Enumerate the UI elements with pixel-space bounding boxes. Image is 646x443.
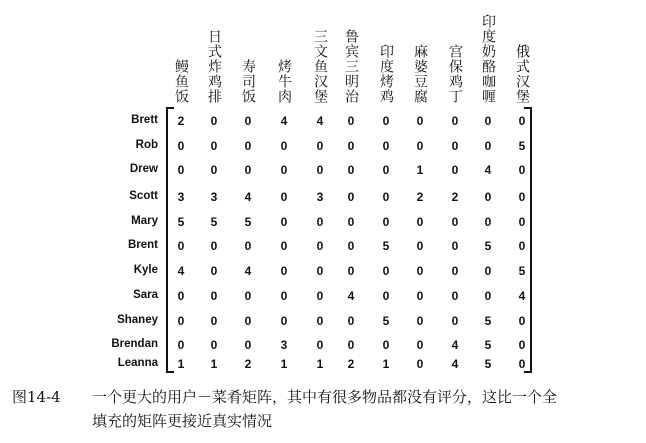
matrix-cell: 2 <box>244 357 252 371</box>
matrix-cell: 0 <box>382 338 390 352</box>
matrix-cell: 0 <box>416 314 424 328</box>
matrix-cell: 5 <box>210 215 218 229</box>
column-header <box>403 8 437 104</box>
column-header <box>267 8 301 104</box>
figure-caption <box>12 385 640 433</box>
matrix-cell: 0 <box>518 114 526 128</box>
matrix-cell: 0 <box>280 215 288 229</box>
matrix-cell: 0 <box>177 239 185 253</box>
matrix-cell: 0 <box>210 314 218 328</box>
column-header <box>438 8 472 104</box>
matrix-cell: 0 <box>416 289 424 303</box>
matrix-cell: 0 <box>518 239 526 253</box>
matrix-cell: 3 <box>210 190 218 204</box>
row-label: Rob <box>135 139 158 151</box>
matrix-cell: 4 <box>484 163 492 177</box>
column-header-label: 印度烤鸡 <box>378 44 394 104</box>
matrix-cell: 1 <box>316 357 324 371</box>
matrix-cell: 0 <box>347 139 355 153</box>
matrix-cell: 2 <box>451 190 459 204</box>
matrix-cell: 4 <box>316 114 324 128</box>
matrix-cell: 0 <box>244 314 252 328</box>
matrix-cell: 0 <box>416 357 424 371</box>
column-header-label: 日式炸鸡排 <box>206 29 222 104</box>
matrix-cell: 1 <box>280 357 288 371</box>
matrix-cell: 4 <box>451 357 459 371</box>
matrix-cell: 0 <box>416 264 424 278</box>
matrix-cell: 0 <box>316 163 324 177</box>
column-header-label: 鳗鱼饭 <box>173 59 189 104</box>
matrix-cell: 0 <box>347 338 355 352</box>
column-header-label: 印度奶酪咖喱 <box>480 14 496 104</box>
matrix-cell: 4 <box>177 264 185 278</box>
matrix-cell: 0 <box>451 114 459 128</box>
matrix-cell: 0 <box>484 289 492 303</box>
matrix-cell: 0 <box>347 190 355 204</box>
matrix-cell: 5 <box>484 314 492 328</box>
matrix-cell: 0 <box>244 338 252 352</box>
matrix-cell: 2 <box>416 190 424 204</box>
matrix-cell: 4 <box>280 114 288 128</box>
matrix-cell: 0 <box>316 314 324 328</box>
matrix-cell: 0 <box>416 239 424 253</box>
column-header <box>369 8 403 104</box>
column-header <box>231 8 265 104</box>
matrix-cell: 0 <box>484 114 492 128</box>
row-label: Kyle <box>133 264 158 276</box>
matrix-cell: 4 <box>518 289 526 303</box>
matrix-cell: 5 <box>244 215 252 229</box>
matrix-cell: 0 <box>244 289 252 303</box>
matrix-cell: 0 <box>280 139 288 153</box>
matrix-cell: 0 <box>316 239 324 253</box>
matrix-cell: 5 <box>382 314 390 328</box>
matrix-cell: 0 <box>177 163 185 177</box>
column-header <box>334 8 368 104</box>
column-header-label: 麻婆豆腐 <box>412 44 428 104</box>
matrix-cell: 0 <box>451 215 459 229</box>
figure-number: 图14-4 <box>12 388 61 406</box>
row-label: Shaney <box>117 314 158 326</box>
matrix-cell: 0 <box>451 264 459 278</box>
matrix-cell: 4 <box>451 338 459 352</box>
matrix-cell: 0 <box>416 114 424 128</box>
matrix-cell: 0 <box>210 163 218 177</box>
matrix-cell: 0 <box>347 215 355 229</box>
matrix-cell: 0 <box>244 114 252 128</box>
matrix-cell: 4 <box>244 190 252 204</box>
matrix-cell: 0 <box>347 163 355 177</box>
matrix-cell: 5 <box>484 357 492 371</box>
caption-line-2: 填充的矩阵更接近真实情况 <box>92 412 273 430</box>
matrix-cell: 1 <box>210 357 218 371</box>
matrix-cell: 5 <box>177 215 185 229</box>
row-label: Brent <box>127 239 158 251</box>
matrix-cell: 0 <box>244 139 252 153</box>
matrix-cell: 4 <box>347 289 355 303</box>
column-header-label: 三文鱼汉堡 <box>312 29 328 104</box>
matrix-cell: 0 <box>382 215 390 229</box>
matrix-cell: 0 <box>347 314 355 328</box>
matrix-cell: 0 <box>210 114 218 128</box>
matrix-cell: 0 <box>210 239 218 253</box>
matrix-cell: 0 <box>210 289 218 303</box>
matrix-cell: 0 <box>451 163 459 177</box>
matrix-cell: 0 <box>382 139 390 153</box>
matrix-cell: 0 <box>484 264 492 278</box>
matrix-cell: 0 <box>347 114 355 128</box>
matrix-cell: 0 <box>416 338 424 352</box>
caption-text-1: 一个更大的用户－菜肴矩阵，其中有很多物品都没有评分，这比一个全 <box>92 388 558 406</box>
matrix-cell: 0 <box>316 289 324 303</box>
matrix-cell: 5 <box>382 239 390 253</box>
matrix-cell: 0 <box>451 239 459 253</box>
row-label: Scott <box>129 190 158 202</box>
matrix-cell: 0 <box>280 163 288 177</box>
matrix-cell: 0 <box>416 215 424 229</box>
matrix-cell: 0 <box>210 338 218 352</box>
matrix-cell: 0 <box>244 239 252 253</box>
column-header-label: 烤牛肉 <box>276 59 292 104</box>
matrix-cell: 0 <box>451 139 459 153</box>
matrix-cell: 0 <box>280 314 288 328</box>
matrix-cell: 0 <box>518 215 526 229</box>
matrix-cell: 0 <box>518 338 526 352</box>
matrix-cell: 0 <box>382 264 390 278</box>
matrix-cell: 5 <box>484 338 492 352</box>
matrix-cell: 0 <box>316 215 324 229</box>
matrix-cell: 0 <box>518 314 526 328</box>
matrix-cell: 1 <box>382 357 390 371</box>
matrix-cell: 0 <box>177 314 185 328</box>
matrix-cell: 5 <box>484 239 492 253</box>
matrix-cell: 0 <box>451 314 459 328</box>
matrix-cell: 5 <box>518 264 526 278</box>
matrix-cell: 3 <box>280 338 288 352</box>
row-label: Leanna <box>117 357 158 369</box>
caption-line-1 <box>12 385 640 409</box>
row-label: Drew <box>129 163 158 175</box>
matrix-cell: 0 <box>177 139 185 153</box>
matrix-cell: 0 <box>210 139 218 153</box>
matrix-cell: 0 <box>518 357 526 371</box>
matrix-cell: 0 <box>416 139 424 153</box>
matrix-cell: 0 <box>177 338 185 352</box>
row-label: Brendan <box>111 338 158 350</box>
matrix-cell: 0 <box>484 190 492 204</box>
matrix-cell: 0 <box>382 163 390 177</box>
column-header-label: 宫保鸡丁 <box>447 44 463 104</box>
matrix-cell: 0 <box>347 264 355 278</box>
matrix-cell: 0 <box>177 289 185 303</box>
column-header <box>505 8 539 104</box>
matrix-cell: 0 <box>518 190 526 204</box>
matrix-cell: 2 <box>177 114 185 128</box>
matrix-cell: 0 <box>280 239 288 253</box>
matrix-cell: 0 <box>280 190 288 204</box>
matrix-cell: 0 <box>316 139 324 153</box>
column-header <box>471 8 505 104</box>
matrix-cell: 0 <box>382 190 390 204</box>
matrix-cell: 0 <box>210 264 218 278</box>
matrix-cell: 0 <box>484 139 492 153</box>
matrix-cell: 0 <box>451 289 459 303</box>
row-label: Mary <box>131 215 158 227</box>
matrix-cell: 1 <box>177 357 185 371</box>
matrix-cell: 0 <box>382 114 390 128</box>
matrix-right-bracket <box>524 107 532 373</box>
row-label: Sara <box>133 289 158 301</box>
matrix-cell: 0 <box>484 215 492 229</box>
matrix-cell: 0 <box>382 289 390 303</box>
matrix-cell: 0 <box>280 264 288 278</box>
column-header <box>164 8 198 104</box>
row-label: Brett <box>131 114 158 126</box>
matrix-cell: 0 <box>280 289 288 303</box>
matrix-cell: 3 <box>177 190 185 204</box>
matrix-cell: 0 <box>316 338 324 352</box>
matrix-cell: 5 <box>518 139 526 153</box>
matrix-cell: 0 <box>316 264 324 278</box>
column-header <box>303 8 337 104</box>
matrix-cell: 3 <box>316 190 324 204</box>
matrix-cell: 0 <box>244 163 252 177</box>
matrix-cell: 2 <box>347 357 355 371</box>
column-header <box>197 8 231 104</box>
matrix-cell: 0 <box>347 239 355 253</box>
matrix-cell: 0 <box>518 163 526 177</box>
matrix-cell: 1 <box>416 163 424 177</box>
matrix-left-bracket <box>166 107 174 373</box>
column-header-label: 寿司饭 <box>240 59 256 104</box>
column-header-label: 鲁宾三明治 <box>343 29 359 104</box>
matrix-cell: 4 <box>244 264 252 278</box>
column-header-label: 俄式汉堡 <box>514 44 530 104</box>
